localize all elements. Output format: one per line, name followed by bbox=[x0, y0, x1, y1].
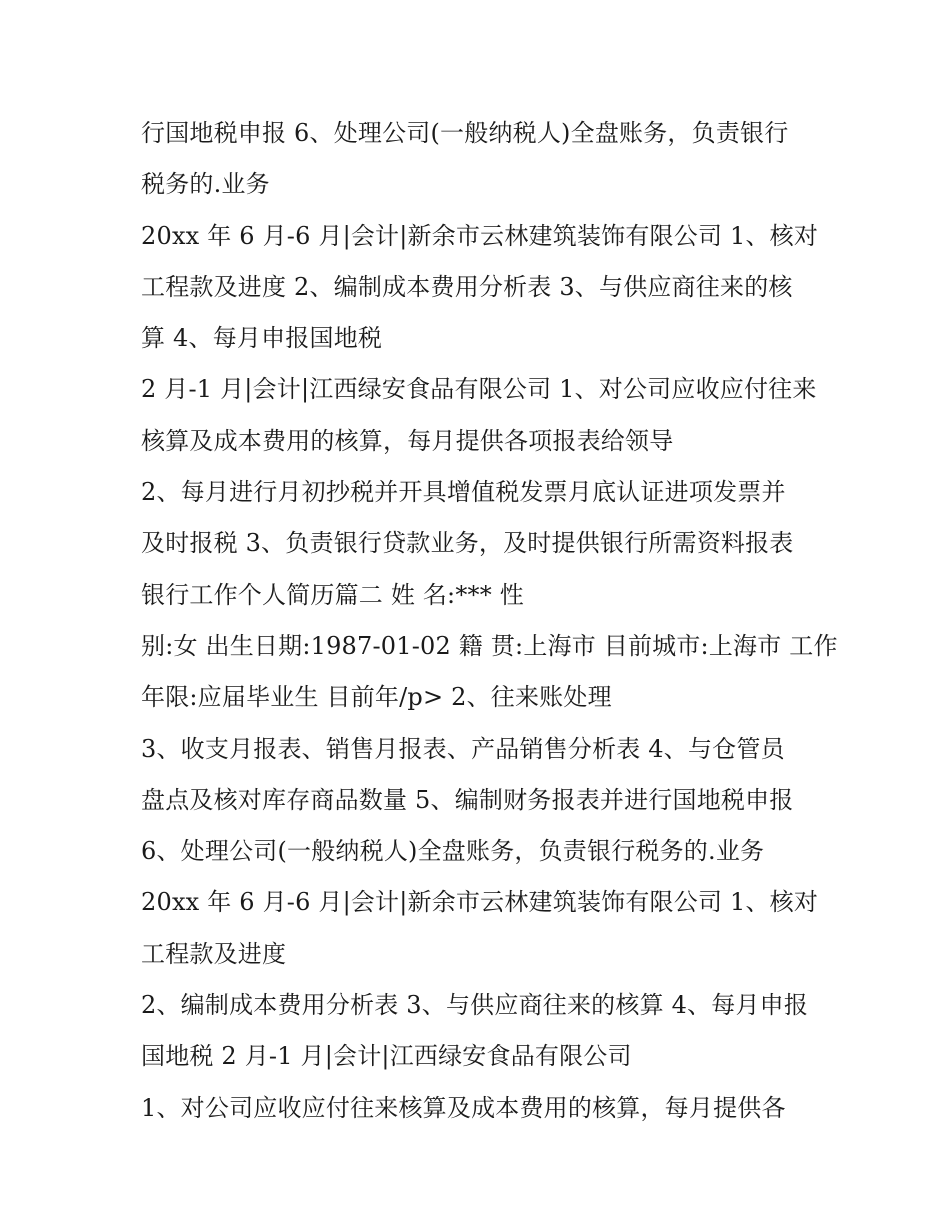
text-line: 税务的.业务 bbox=[141, 170, 270, 199]
text-line: 别:女 出生日期:1987-01-02 籍 贯:上海市 目前城市:上海市 工作 bbox=[141, 631, 838, 660]
text-line: 工程款及进度 2、编制成本费用分析表 3、与供应商往来的核 bbox=[141, 272, 793, 301]
text-line: 20xx 年 6 月-6 月|会计|新余市云林建筑装饰有限公司 1、核对 bbox=[141, 221, 819, 250]
text-line: 行国地税申报 6、处理公司(一般纳税人)全盘账务，负责银行 bbox=[141, 119, 789, 147]
text-line: 算 4、每月申报国地税 bbox=[141, 324, 383, 353]
text-line: 工程款及进度 bbox=[141, 939, 287, 968]
text-line: 银行工作个人简历篇二 姓 名:*** 性 bbox=[141, 580, 524, 609]
text-line: 20xx 年 6 月-6 月|会计|新余市云林建筑装饰有限公司 1、核对 bbox=[141, 888, 819, 917]
text-line: 2 月-1 月|会计|江西绿安食品有限公司 1、对公司应收应付往来 bbox=[141, 375, 817, 404]
text-line: 3、收支月报表、销售月报表、产品销售分析表 4、与仓管员 bbox=[141, 734, 785, 763]
text-line: 国地税 2 月-1 月|会计|江西绿安食品有限公司 bbox=[141, 1042, 632, 1071]
document-body bbox=[141, 108, 838, 1134]
text-line: 核算及成本费用的核算，每月提供各项报表给领导 bbox=[141, 426, 674, 455]
text-line: 1、对公司应收应付往来核算及成本费用的核算，每月提供各 bbox=[141, 1093, 786, 1122]
text-line: 2、编制成本费用分析表 3、与供应商往来的核算 4、每月申报 bbox=[141, 991, 809, 1020]
text-line: 盘点及核对库存商品数量 5、编制财务报表并进行国地税申报 bbox=[141, 785, 794, 814]
text-line: 2、每月进行月初抄税并开具增值税发票月底认证进项发票并 bbox=[141, 478, 786, 507]
text-line: 6、处理公司(一般纳税人)全盘账务，负责银行税务的.业务 bbox=[141, 837, 765, 866]
text-line: 及时报税 3、负责银行贷款业务，及时提供银行所需资料报表 bbox=[141, 529, 794, 558]
text-line: 年限:应届毕业生 目前年/p> 2、往来账处理 bbox=[141, 683, 612, 712]
